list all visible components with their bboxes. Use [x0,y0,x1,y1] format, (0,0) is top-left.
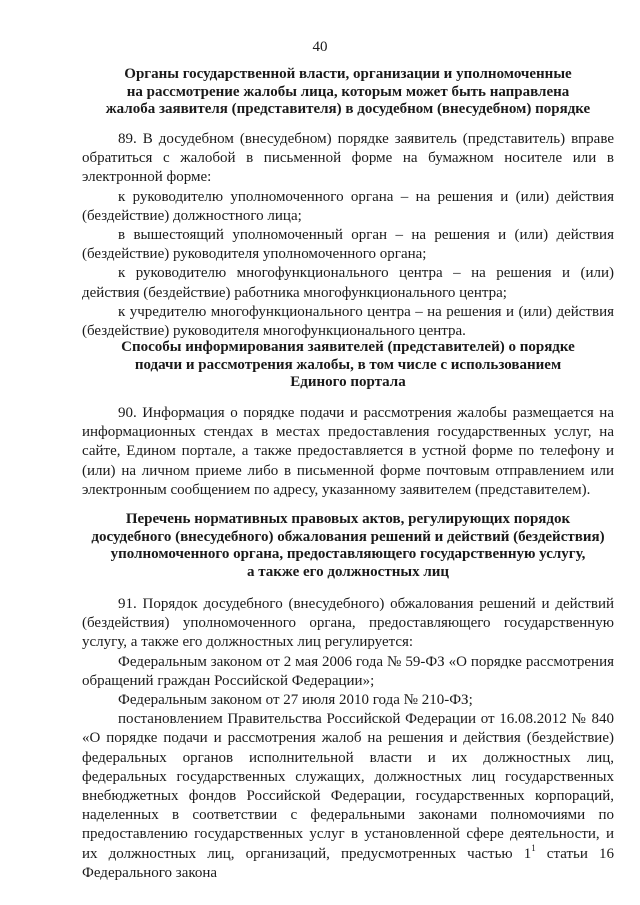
section-heading-legal-acts [82,511,614,581]
heading-line: а также его должностных лиц [246,563,450,580]
paragraph-90: 90. Информация о порядке подачи и рассмотрения жалобы размещается на информационных стендах в местах предоставления государственных услуг, на сайте, Едином портале, а также предоставляется в устной форме по телефону и (или) на личном приеме либо в письменной форме почтовым отправлением или электронным сообщением по адресу, указанному заявителем (представителем). [82,405,614,498]
paragraph-91: 91. Порядок досудебного (внесудебного) обжалования решений и действий (бездействия) уполномоченного органа, предоставляющего государственную услугу, а также его должностных лиц регулируется: [82,596,614,651]
paragraph: к учредителю многофункционального центра – на решения и (или) действия (бездействие) руководителя многофункционального центра. [82,303,614,340]
heading-line: Единого портала [290,374,406,390]
heading-line: уполномоченного органа, предоставляющего государственную услугу, [110,546,586,562]
paragraph: к руководителю многофункционального центра – на решения и (или) действия (бездействие) работника многофункционального центра; [82,265,614,301]
page-number: 40 [312,39,328,55]
section-heading-informing [82,339,614,392]
heading-line: жалоба заявителя (представителя) в досудебном (внесудебном) порядке [105,101,591,117]
section-heading-complaint-bodies [82,66,614,119]
heading-line: на рассмотрение жалобы лица, которым может быть направлена [126,83,570,100]
heading-line: Способы информирования заявителей (представителей) о порядке [121,339,575,355]
section-body-complaint-bodies [82,130,614,341]
paragraph: к руководителю уполномоченного органа – на решения и (или) действия (бездействие) должностного лица; [82,188,614,224]
heading-line: досудебного (внесудебного) обжалования решений и действий (бездействия) [91,528,605,545]
paragraph-decree-840 [82,710,614,883]
section-body-legal-acts [82,595,614,883]
heading-line: Перечень нормативных правовых актов, регулирующих порядок [125,511,571,527]
decree-text-end: статьи 16 Федерального закона [82,845,614,881]
paragraph: в вышестоящий уполномоченный орган – на решения и (или) действия (бездействие) руководителя уполномоченного органа; [82,227,614,263]
superscript: 1 [531,842,536,853]
section-body-informing [82,404,614,500]
decree-text: постановлением Правительства Российской Федерации от 16.08.2012 № 840 «О порядке подачи и рассмотрения жалоб на решения и действия (бездействие) федеральных органов исполнительной власти и их должностных лиц, федеральных государственных служащих, должностных лиц государственных внебюджетных фондов Российской Федерации, государственных корпораций, наделенных в соответствии с федеральными законами полномочиями по предоставлению государственных услуг в установленной сфере деятельности, и их должностных лиц, организаций, предусмотренных частью 1 [82,711,614,862]
paragraph: Федеральным законом от 2 мая 2006 года № 59-ФЗ «О порядке рассмотрения обращений граждан Российской Федерации»; [82,653,614,689]
paragraph-89: 89. В досудебном (внесудебном) порядке заявитель (представитель) вправе обратиться с жалобой в письменной форме на бумажном носителе или в электронной форме: [82,131,614,186]
heading-line: Органы государственной власти, организации и уполномоченные [124,66,572,82]
heading-line: подачи и рассмотрения жалобы, в том числе с использованием [134,356,562,373]
paragraph: Федеральным законом от 27 июля 2010 года № 210-ФЗ; [118,692,473,709]
